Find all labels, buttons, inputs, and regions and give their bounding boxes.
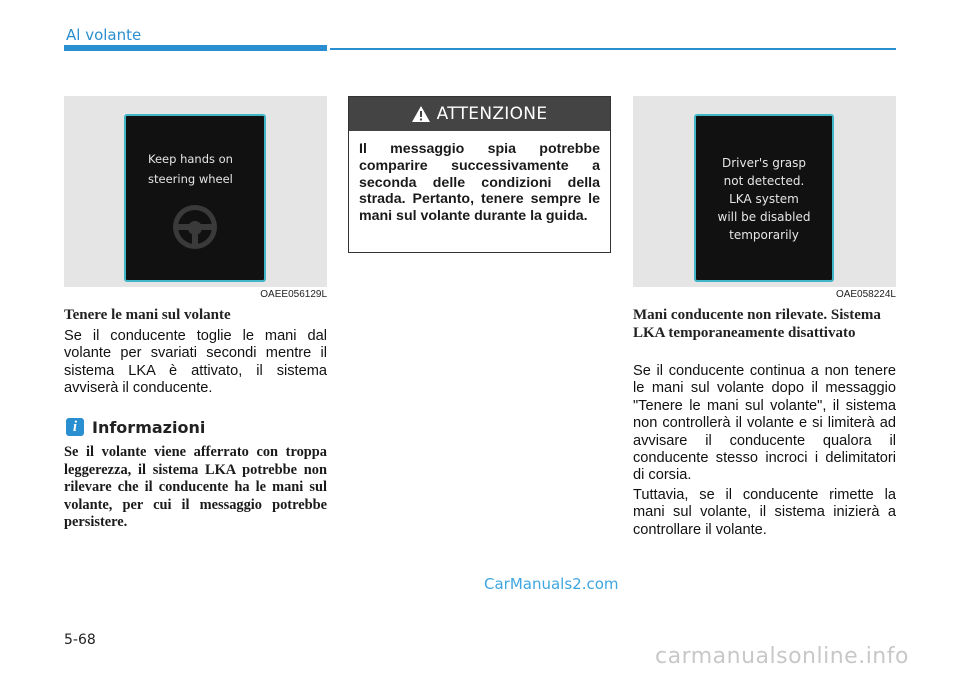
- header-rule-thin: [330, 48, 896, 50]
- paragraph-keep-hands: Se il conducente toglie le mani dal volante per svariati secondi mentre il sistema LKA è attivato, il sistema avviserà il conducente.: [64, 328, 327, 397]
- figure-keep-hands: [64, 96, 327, 287]
- display-message-line2: steering wheel: [148, 172, 233, 186]
- figure-code-left: OAEE056129L: [260, 289, 327, 300]
- display-line-3: LKA system: [729, 192, 799, 206]
- warning-box: [348, 96, 611, 253]
- info-text: Se il volante viene afferrato con troppa leggerezza, il sistema LKA potrebbe non rilevare che il conducente ha le mani sul volante, per cui il messaggio potrebbe persistere.: [64, 444, 327, 531]
- figure-code-right: OAE058224L: [835, 289, 896, 300]
- display-line-2: not detected.: [723, 174, 805, 188]
- display-line-5: temporarily: [729, 228, 799, 242]
- display-line-4: will be disabled: [717, 210, 811, 224]
- display-message-line1: Keep hands on: [148, 152, 233, 166]
- page-number: 5-68: [64, 632, 96, 648]
- site-watermark: carmanualsonline.info: [655, 644, 909, 669]
- display-line-1: Driver's grasp: [721, 156, 807, 170]
- warning-title: ATTENZIONE: [436, 104, 548, 124]
- paragraph-grasp-2: Tuttavia, se il conducente rimette la mani sul volante, il sistema inizierà a controllare il volante.: [633, 487, 896, 538]
- warning-header: [349, 97, 610, 131]
- cluster-display: [124, 114, 266, 282]
- paragraph-grasp-1: Se il conducente continua a non tenere le mani sul volante dopo il messaggio "Tenere le mani sul volante", il sistema non controllerà il volante e si limiterà ad avvisare il conducente qualora il conducente stesso incroci i delimitatori di corsia.: [633, 363, 896, 484]
- warning-text: Il messaggio spia potrebbe comparire successivamente a seconda delle condizioni della strada. Pertanto, tenere sempre le mani sul volante durante la guida.: [359, 141, 600, 225]
- header-rule-thick: [64, 45, 327, 51]
- figure-grasp-not-detected: [633, 96, 896, 287]
- heading-keep-hands: Tenere le mani sul volante: [64, 307, 231, 323]
- info-icon: i: [66, 418, 84, 436]
- warning-triangle-icon: [412, 106, 430, 122]
- watermark-link[interactable]: CarManuals2.com: [484, 575, 619, 593]
- info-title: Informazioni: [92, 418, 206, 437]
- section-title: Al volante: [66, 26, 142, 44]
- heading-grasp-not-detected: Mani conducente non rilevate. Sistema LKA temporaneamente disattivato: [633, 307, 881, 341]
- steering-wheel-icon: [170, 202, 220, 252]
- cluster-display-right: [694, 114, 834, 282]
